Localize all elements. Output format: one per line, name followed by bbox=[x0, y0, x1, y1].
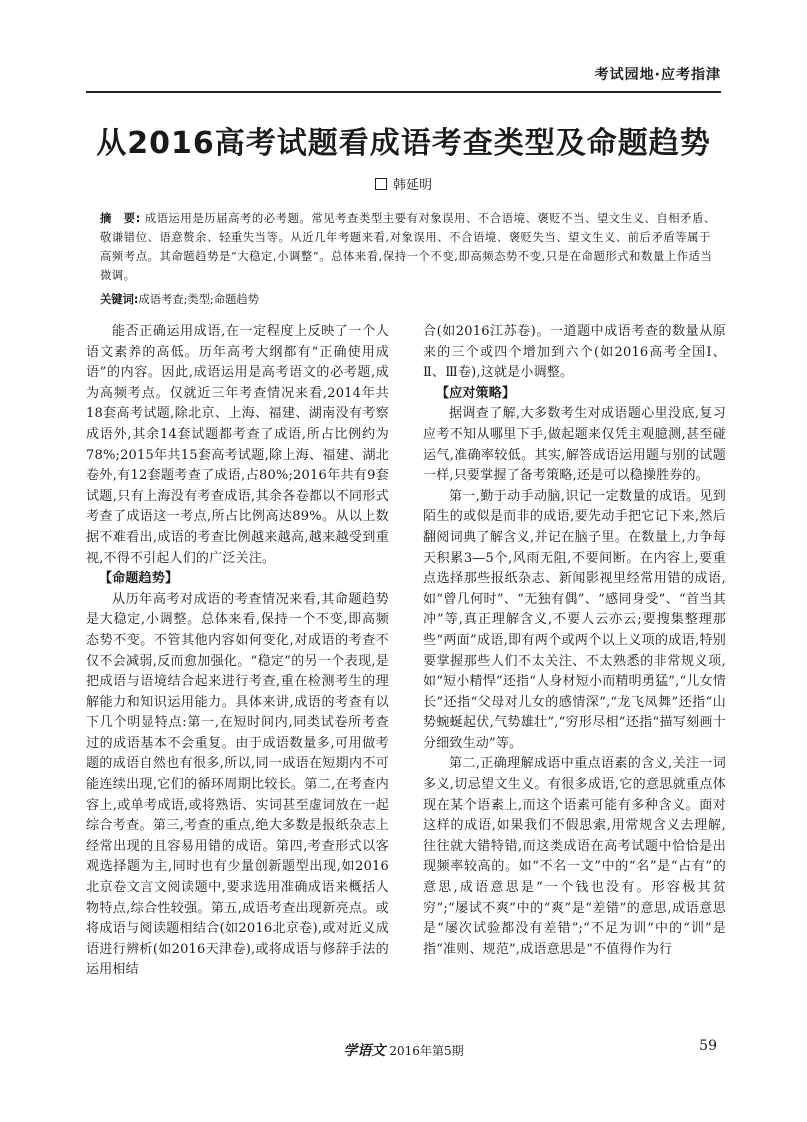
abstract-label: 摘 要: bbox=[100, 212, 141, 225]
section-header: 考试园地·应考指津 bbox=[594, 67, 721, 83]
issue-label: 2016年第5期 bbox=[389, 1044, 464, 1058]
paragraph: 据调查了解,大多数考生对成语题心里没底,复习应考不知从哪里下手,做起题来仅凭主观臆测,甚至碰运气,准确率较低。其实,解答成语运用题与别的试题一样,只要掌握了备考策略,还是可以稳操胜券的。 bbox=[423, 406, 726, 484]
keywords-label: 关键词: bbox=[100, 293, 139, 306]
author-name: 韩延明 bbox=[392, 178, 432, 193]
section-heading: 【命题趋势】 bbox=[99, 571, 179, 587]
abstract-text: 成语运用是历届高考的必考题。常见考查类型主要有对象误用、不合语境、褒贬不当、望文生义、自相矛盾、敬谦错位、语意赘余、轻重失当等。从近几年考题来看,对象误用、不合语境、褒贬失当、望文生义、前后矛盾等属于高频考点。其命题趋势是“大稳定,小调整”。总体来看,保持一个不变,即高频态势不变,只是在命题形式和数量上作适当微调。 bbox=[100, 212, 716, 282]
article-title: 从2016高考试题看成语考查类型及命题趋势 bbox=[96, 126, 711, 161]
right-column bbox=[423, 322, 726, 960]
paragraph: 从历年高考对成语的考查情况来看,其命题趋势是大稳定,小调整。总体来看,保持一个不变,即高频态势不变。不管其他内容如何变化,对成语的考查不仅不会减弱,反而愈加强化。“稳定”的另一个表现,是把成语与语境结合起来进行考查,重在检测考生的理解能力和知识运用能力。具体来讲,成语的考查有以下几个明显特点:第一,在短时间内,同类试卷所考查过的成语基本不会重复。由于成语数量多,可用做考题的成语自然也有很多,所以,同一成语在短期内不可能连续出现,它们的循环周期比较长。第二,在考查内容上,或单考成语,或将熟语、实词甚至虚词放在一起综合考查。第三,考查的重点,绝大多数是报纸杂志上经常出现的且容易用错的成语。第四,考查形式以客观选择题为主,同时也有少量创新题型出现,如2016北京卷文言文阅读题中,要求选用准确成语来概括人物特点,综合性较强。第五,成语考查出现新亮点。或将成语与阅读题相结合(如2016北京卷),或对近义成语进行辨析(如2016天津卷),或将成语与修辞手法的运用相结 bbox=[86, 591, 389, 978]
author-box-icon bbox=[375, 178, 387, 190]
magazine-name: 学语文 bbox=[343, 1043, 386, 1059]
keywords bbox=[100, 290, 720, 309]
abstract bbox=[100, 209, 720, 285]
paragraph: 第二,正确理解成语中重点语素的含义,关注一词多义,切忌望文生义。有很多成语,它的意思就重点体现在某个语素上,而这个语素可能有多种含义。面对这样的成语,如果我们不假思索,用常规含义去理解,往往就大错特错,而这类成语在高考试题中恰恰是出现频率较高的。如“不名一文”中的“名”是“占有”的意思,成语意思是“一个钱也没有。形容极其贫穷”;“屡试不爽”中的“爽”是“差错”的意思,成语意思是“屡次试验都没有差错”;“不足为训”中的“训”是指“准则、规范”,成语意思是“不值得作为行 bbox=[423, 756, 726, 957]
left-column bbox=[86, 322, 389, 981]
paragraph: 能否正确运用成语,在一定程度上反映了一个人语文素养的高低。历年高考大纲都有“正确使用成语”的内容。因此,成语运用是高考语文的必考题,成为高频考点。仅就近三年考查情况来看,2014年共18套高考试题,除北京、上海、福建、湖南没有考察成语外,其余14套试题都考查了成语,所占比例约为78%;2015年共15套高考试题,除上海、福建、湖北卷外,有12套题考查了成语,占80%;2016年共有9套试题,只有上海没有考查成语,其余各卷都以不同形式考查了成语这一考点,所占比例高达89%。从以上数据不难看出,成语的考查比例越来越高,越来越受到重视,不得不引起人们的广泛关注。 bbox=[86, 324, 389, 566]
author-line bbox=[0, 174, 807, 193]
keywords-text: 成语考查;类型;命题趋势 bbox=[138, 293, 260, 306]
paragraph: 合(如2016江苏卷)。一道题中成语考查的数量从原来的三个或四个增加到六个(如2016高考全国Ⅰ、Ⅱ、Ⅲ卷),这就是小调整。 bbox=[423, 324, 726, 381]
header-rule bbox=[86, 91, 721, 93]
paragraph: 第一,勤于动手动脑,识记一定数量的成语。见到陌生的或似是而非的成语,要先动手把它记下来,然后翻阅词典了解含义,并记在脑子里。在数量上,力争每天积累3—5个,风雨无阻,不要间断。在内容上,要重点选择那些报纸杂志、新闻影视里经常用错的成语,如“曾几何时”、“无独有偶”、“感同身受”、“首当其冲”等,真正理解含义,不要人云亦云;要搜集整理那些“两面”成语,即有两个或两个以上义项的成语,特别要掌握那些人们不太关注、不太熟悉的非常规义项,如“短小精悍”还指“人身材短小而精明勇猛”,“儿女情长”还指“父母对儿女的感情深”,“龙飞凤舞”还指“山势蜿蜒起伏,气势雄壮”,“穷形尽相”还指“描写刻画十分细致生动”等。 bbox=[423, 488, 726, 751]
footer-journal bbox=[0, 1040, 807, 1060]
section-heading: 【应对策略】 bbox=[436, 385, 516, 401]
page-number: 59 bbox=[699, 1038, 717, 1054]
